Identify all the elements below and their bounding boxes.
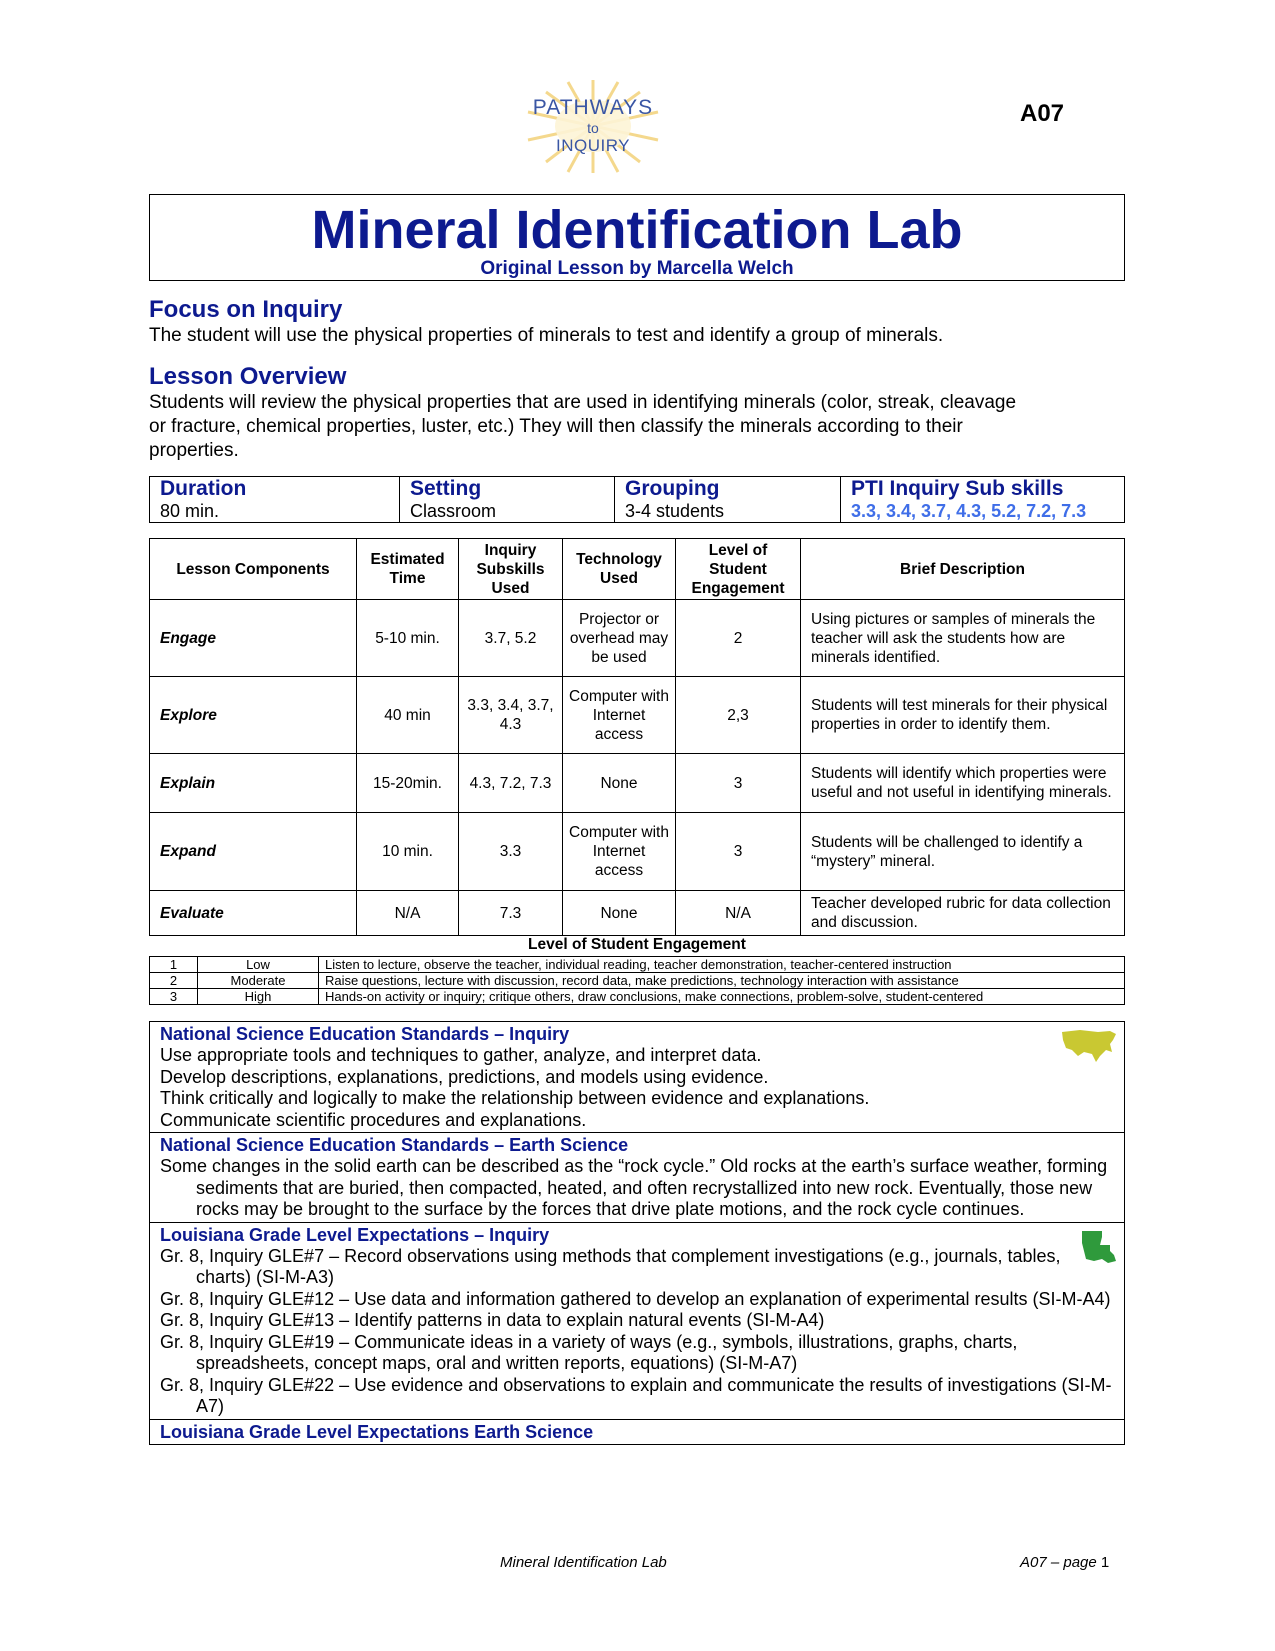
legend-level: Low <box>198 957 319 973</box>
logo-line-2: to <box>587 120 599 136</box>
desc-cell: Students will identify which properties were useful and not useful in identifying minerals. <box>801 754 1125 813</box>
setting-cell <box>400 477 615 523</box>
standards-section <box>150 1022 1124 1133</box>
skills-value: 3.3, 3.4, 3.7, 4.3, 5.2, 7.2, 7.3 <box>851 501 1087 521</box>
grouping-cell <box>615 477 841 523</box>
skills-label: PTI Inquiry Sub skills <box>851 477 1064 500</box>
stage-cell: Explain <box>150 754 357 813</box>
level-cell: 3 <box>676 754 801 813</box>
standards-title: Louisiana Grade Level Expectations – Inquiry <box>160 1224 550 1245</box>
time-cell: 10 min. <box>357 813 459 891</box>
standards-section <box>150 1420 1124 1444</box>
lesson-code: A07 <box>1020 100 1065 127</box>
standards-line: Gr. 8, Inquiry GLE#7 – Record observations using methods that complement investigations (e.g., journals, tables, charts) (SI-M-A3) <box>160 1245 1061 1287</box>
col-header: Level of Student Engagement <box>676 539 801 600</box>
stage-cell: Expand <box>150 813 357 891</box>
tech-cell: Projector or overhead may be used <box>563 600 676 677</box>
level-cell: 2 <box>676 600 801 677</box>
standards-section <box>150 1133 1124 1223</box>
level-cell: N/A <box>676 891 801 936</box>
legend-row <box>150 989 1125 1005</box>
skills-cell: 4.3, 7.2, 7.3 <box>459 754 563 813</box>
table-row <box>150 600 1125 677</box>
overview-line: properties. <box>149 440 239 461</box>
tech-cell: Computer with Internet access <box>563 677 676 754</box>
page-title: Mineral Identification Lab <box>311 200 963 260</box>
lesson-info-table <box>149 476 1125 523</box>
standards-title: National Science Education Standards – Inquiry <box>160 1024 570 1044</box>
focus-heading: Focus on Inquiry <box>149 296 343 323</box>
legend-desc: Listen to lecture, observe the teacher, individual reading, teacher demonstration, teacher-centered instruction <box>319 957 1125 973</box>
louisiana-map-icon <box>1080 1229 1118 1265</box>
duration-cell <box>150 477 400 523</box>
table-row <box>150 891 1125 936</box>
table-row <box>150 754 1125 813</box>
legend-desc: Hands-on activity or inquiry; critique others, draw conclusions, make connections, problem-solve, student-centered <box>319 989 1125 1005</box>
standards-section <box>150 1223 1124 1420</box>
level-cell: 3 <box>676 813 801 891</box>
title-box <box>149 194 1125 281</box>
tech-cell: None <box>563 754 676 813</box>
overview-heading: Lesson Overview <box>149 363 347 390</box>
skills-cell: 3.3, 3.4, 3.7, 4.3 <box>459 677 563 754</box>
stage-cell: Engage <box>150 600 357 677</box>
legend-level: Moderate <box>198 973 319 989</box>
table-row <box>150 677 1125 754</box>
desc-cell: Students will be challenged to identify a “mystery” mineral. <box>801 813 1125 891</box>
desc-cell: Students will test minerals for their physical properties in order to identify them. <box>801 677 1125 754</box>
page-subtitle: Original Lesson by Marcella Welch <box>480 258 794 279</box>
footer-page-label: A07 – page <box>1020 1554 1097 1571</box>
standards-box <box>149 1021 1125 1445</box>
grouping-label: Grouping <box>625 477 720 500</box>
standards-line: Think critically and logically to make the relationship between evidence and explanations. <box>160 1088 870 1108</box>
legend-desc: Raise questions, lecture with discussion, record data, make predictions, technology interaction with assistance <box>319 973 1125 989</box>
legend-level: High <box>198 989 319 1005</box>
skills-cell: 7.3 <box>459 891 563 936</box>
legend-number: 2 <box>150 973 198 989</box>
skills-cell: 3.3 <box>459 813 563 891</box>
skills-cell: 3.7, 5.2 <box>459 600 563 677</box>
col-header: Brief Description <box>801 539 1125 600</box>
desc-cell: Teacher developed rubric for data collection and discussion. <box>801 891 1125 936</box>
standards-title: Louisiana Grade Level Expectations Earth Science <box>160 1421 594 1442</box>
standards-line: Gr. 8, Inquiry GLE#22 – Use evidence and observations to explain and communicate the results of investigations (SI-M-A7) <box>160 1374 1112 1416</box>
level-cell: 2,3 <box>676 677 801 754</box>
overview-line: Students will review the physical properties that are used in identifying minerals (color, streak, cleavage <box>149 392 1017 413</box>
table-row <box>150 813 1125 891</box>
engagement-legend-table <box>149 956 1125 1005</box>
overview-text <box>149 391 1016 463</box>
engagement-title: Level of Student Engagement <box>528 936 746 953</box>
logo-line-3: INQUIRY <box>555 136 631 155</box>
time-cell: 40 min <box>357 677 459 754</box>
skills-cell <box>841 477 1125 523</box>
usa-map-icon <box>1060 1026 1118 1064</box>
legend-row <box>150 957 1125 973</box>
grouping-value: 3-4 students <box>625 501 725 521</box>
time-cell: 5-10 min. <box>357 600 459 677</box>
stage-cell: Explore <box>150 677 357 754</box>
tech-cell: Computer with Internet access <box>563 813 676 891</box>
standards-line: Gr. 8, Inquiry GLE#13 – Identify patterns in data to explain natural events (SI-M-A4) <box>160 1310 825 1330</box>
time-cell: N/A <box>357 891 459 936</box>
legend-number: 1 <box>150 957 198 973</box>
focus-text: The student will use the physical properties of minerals to test and identify a group of minerals. <box>149 325 944 346</box>
legend-row <box>150 973 1125 989</box>
setting-value: Classroom <box>410 501 497 521</box>
standards-line: Develop descriptions, explanations, predictions, and models using evidence. <box>160 1066 769 1087</box>
overview-line: or fracture, chemical properties, luster, etc.) They will then classify the minerals according to their <box>149 416 963 437</box>
stage-cell: Evaluate <box>150 891 357 936</box>
table-header-row <box>150 539 1125 600</box>
col-header: Inquiry Subskills Used <box>459 539 563 600</box>
duration-label: Duration <box>160 477 247 500</box>
footer-title: Mineral Identification Lab <box>500 1554 667 1571</box>
legend-number: 3 <box>150 989 198 1005</box>
logo-line-1: PATHWAYS <box>532 96 654 119</box>
time-cell: 15-20min. <box>357 754 459 813</box>
standards-line: Gr. 8, Inquiry GLE#19 – Communicate ideas in a variety of ways (e.g., symbols, illustrations, graphs, charts, spreadsheets, concept maps, oral and written reports, equations) (SI-M-A7) <box>160 1331 1018 1373</box>
standards-line: Communicate scientific procedures and explanations. <box>160 1109 587 1130</box>
standards-line: Gr. 8, Inquiry GLE#12 – Use data and information gathered to develop an explanation of experimental results (SI-M-A4) <box>160 1288 1111 1309</box>
lesson-components-table <box>149 538 1125 936</box>
col-header: Estimated Time <box>357 539 459 600</box>
page-number: 1 <box>1100 1554 1110 1571</box>
pathways-to-inquiry-logo <box>518 78 668 174</box>
standards-line: Use appropriate tools and techniques to gather, analyze, and interpret data. <box>160 1045 762 1065</box>
footer-page <box>1020 1554 1109 1571</box>
setting-label: Setting <box>410 477 482 500</box>
col-header: Lesson Components <box>150 539 357 600</box>
standards-title: National Science Education Standards – Earth Science <box>160 1135 629 1155</box>
desc-cell: Using pictures or samples of minerals the teacher will ask the students how are minerals identified. <box>801 600 1125 677</box>
tech-cell: None <box>563 891 676 936</box>
col-header: Technology Used <box>563 539 676 600</box>
duration-value: 80 min. <box>160 501 220 521</box>
standards-line: Some changes in the solid earth can be described as the “rock cycle.” Old rocks at the earth’s surface weather, forming sediments that are buried, then compacted, heated, and often recrystallized into new rock. Eventually, those new rocks may be brought to the surface by the forces that drive plate motions, and the rock cycle continues. <box>160 1156 1108 1219</box>
